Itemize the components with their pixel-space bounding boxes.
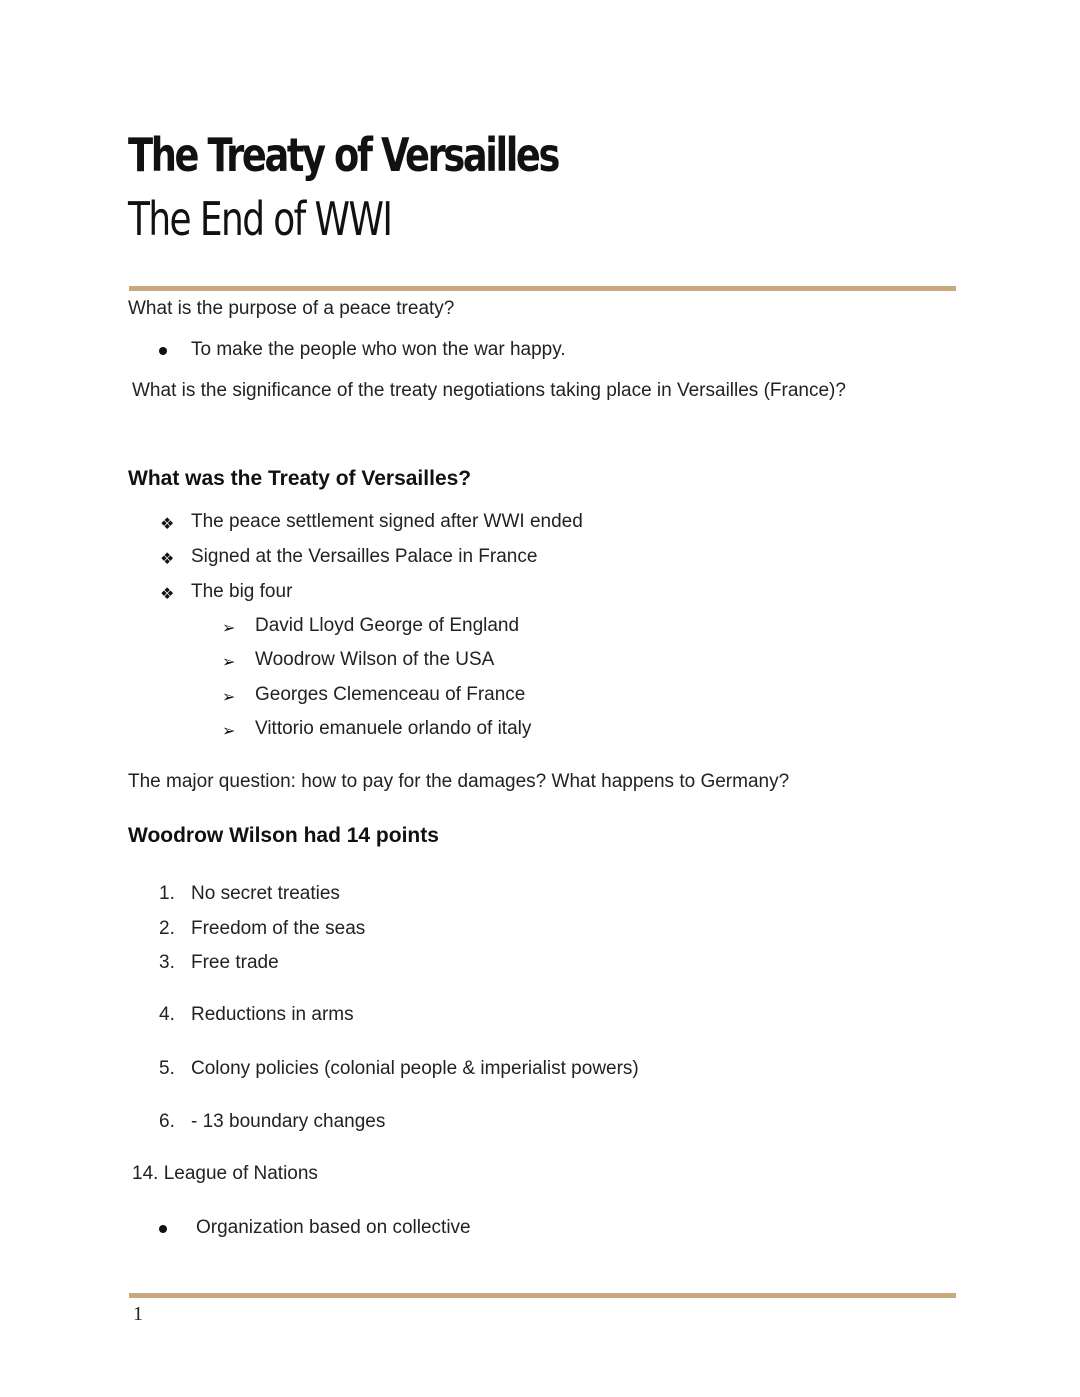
point-fourteen: 14. League of Nations bbox=[132, 1163, 318, 1184]
arrow-bullet-icon: ➢ bbox=[222, 654, 236, 671]
point-text: Colony policies (colonial people & imperialist powers) bbox=[191, 1058, 639, 1079]
arrow-bullet-icon: ➢ bbox=[222, 620, 236, 637]
diamond-bullet-icon: ❖ bbox=[160, 586, 175, 603]
answer-purpose: To make the people who won the war happy. bbox=[191, 339, 566, 360]
point-fourteen-sub: Organization based on collective bbox=[196, 1217, 471, 1238]
document-title: The Treaty of Versailles bbox=[128, 128, 558, 182]
point-number: 3. bbox=[159, 952, 175, 973]
list-item: The peace settlement signed after WWI ended bbox=[191, 511, 583, 532]
list-item: Signed at the Versailles Palace in France bbox=[191, 546, 538, 567]
major-question: The major question: how to pay for the damages? What happens to Germany? bbox=[128, 771, 790, 792]
diamond-bullet-icon: ❖ bbox=[160, 516, 175, 533]
question-purpose: What is the purpose of a peace treaty? bbox=[128, 298, 455, 319]
big-four-item: Georges Clemenceau of France bbox=[255, 684, 526, 705]
point-number: 1. bbox=[159, 883, 175, 904]
bullet-dot-icon bbox=[159, 1225, 167, 1233]
point-text: No secret treaties bbox=[191, 883, 340, 904]
question-significance: What is the significance of the treaty negotiations taking place in Versailles (France)? bbox=[132, 380, 846, 401]
bottom-divider bbox=[129, 1293, 956, 1298]
top-divider bbox=[129, 286, 956, 291]
section-heading-treaty: What was the Treaty of Versailles? bbox=[128, 467, 472, 490]
big-four-item: David Lloyd George of England bbox=[255, 615, 520, 636]
bullet-dot-icon bbox=[159, 347, 167, 355]
page-number: 1 bbox=[133, 1303, 143, 1325]
arrow-bullet-icon: ➢ bbox=[222, 689, 236, 706]
point-number: 6. bbox=[159, 1111, 175, 1132]
arrow-bullet-icon: ➢ bbox=[222, 723, 236, 740]
point-number: 2. bbox=[159, 918, 175, 939]
list-item: The big four bbox=[191, 581, 293, 602]
document-subtitle: The End of WWI bbox=[128, 192, 392, 246]
point-number: 4. bbox=[159, 1004, 175, 1025]
point-text: Reductions in arms bbox=[191, 1004, 354, 1025]
section-heading-fourteen-points: Woodrow Wilson had 14 points bbox=[128, 824, 439, 847]
diamond-bullet-icon: ❖ bbox=[160, 551, 175, 568]
point-text: Freedom of the seas bbox=[191, 918, 366, 939]
point-text: Free trade bbox=[191, 952, 279, 973]
big-four-item: Vittorio emanuele orlando of italy bbox=[255, 718, 532, 739]
point-number: 5. bbox=[159, 1058, 175, 1079]
point-text: - 13 boundary changes bbox=[191, 1111, 386, 1132]
big-four-item: Woodrow Wilson of the USA bbox=[255, 649, 495, 670]
